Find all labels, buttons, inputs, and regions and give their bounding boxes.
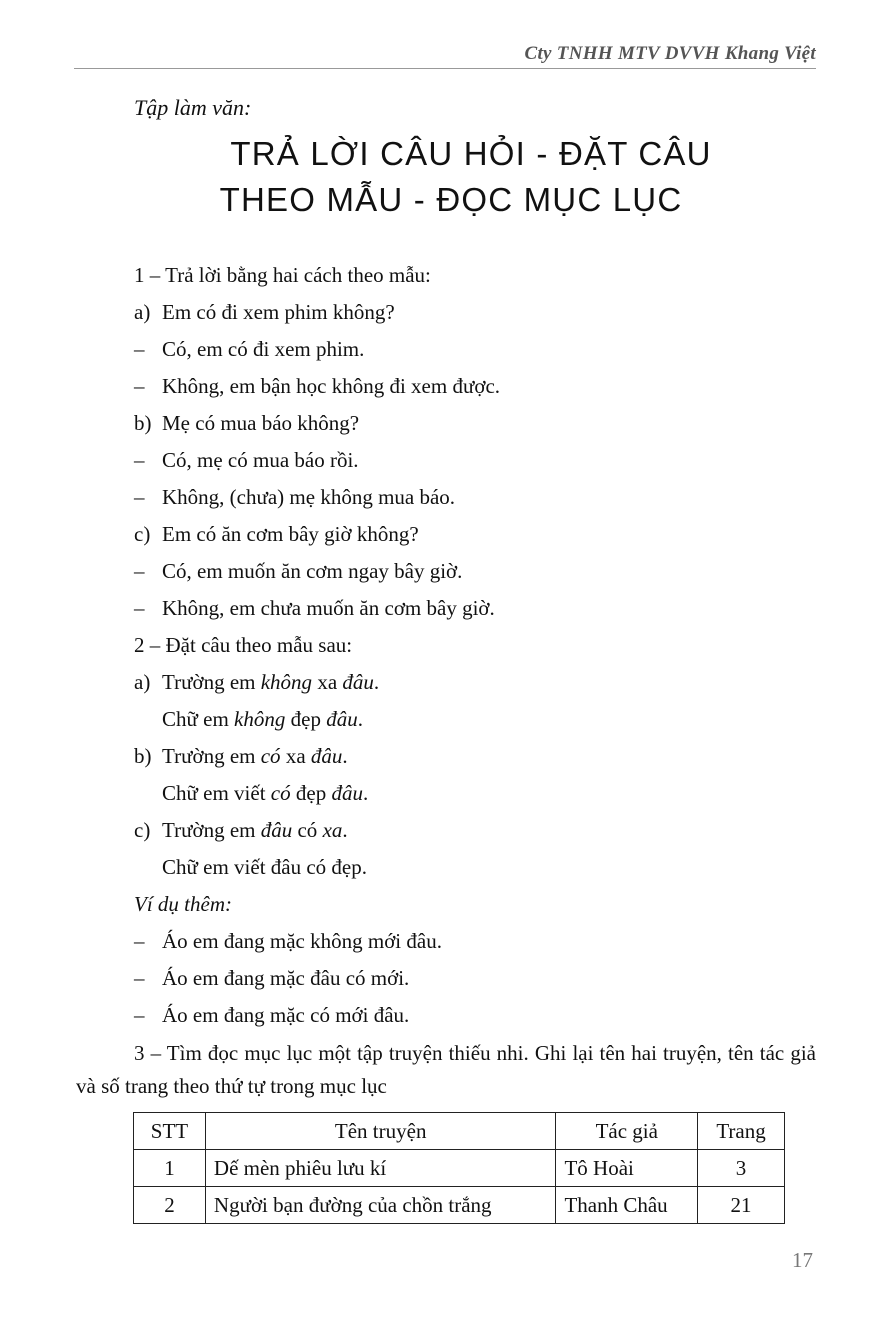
emphasis: có xyxy=(260,744,281,768)
answer-yes xyxy=(134,334,816,371)
table-of-contents-table xyxy=(133,1112,785,1224)
column-header-stt: STT xyxy=(134,1113,206,1150)
question-text: Em có đi xem phim không? xyxy=(162,300,395,324)
sentence-part: . xyxy=(357,707,363,731)
sentence-part: . xyxy=(342,818,348,842)
column-header-story: Tên truyện xyxy=(205,1113,556,1150)
exercise-1-question-a xyxy=(134,297,816,334)
running-header xyxy=(74,40,816,69)
page-title-line-1: TRẢ LỜI CÂU HỎI - ĐẶT CÂU xyxy=(230,135,712,172)
cell-stt: 1 xyxy=(134,1150,206,1187)
sentence-part: xa xyxy=(312,670,343,694)
table-header-row xyxy=(134,1113,785,1150)
dash: – xyxy=(134,448,145,472)
answer-yes xyxy=(134,556,816,593)
answer-no xyxy=(134,593,816,630)
emphasis: xa xyxy=(322,818,343,842)
sentence-part: . xyxy=(362,781,369,805)
emphasis: đâu xyxy=(342,670,374,694)
more-example xyxy=(134,1000,816,1037)
column-header-author: Tác giả xyxy=(556,1113,698,1150)
page-title-line-2: THEO MẪU - ĐỌC MỤC LỤC xyxy=(219,181,683,218)
dash: – xyxy=(134,966,145,990)
exercise-2-item-c xyxy=(134,815,816,852)
sentence-part: . xyxy=(373,670,380,694)
dash: – xyxy=(134,559,145,583)
answer-yes xyxy=(134,445,816,482)
exercise-body xyxy=(134,260,816,1037)
page-number: 17 xyxy=(792,1248,813,1272)
answer-text: Có, em có đi xem phim. xyxy=(162,337,365,361)
cell-story: Dế mèn phiêu lưu kí xyxy=(205,1150,556,1187)
answer-text: Không, (chưa) mẹ không mua báo. xyxy=(162,485,456,509)
sentence-part: Chữ em viết xyxy=(162,781,271,805)
example-text: Áo em đang mặc có mới đâu. xyxy=(162,1003,410,1027)
publisher-name: Cty TNHH MTV DVVH Khang Việt xyxy=(524,43,816,64)
emphasis: không xyxy=(234,707,286,731)
sentence-part: Chữ em xyxy=(162,707,235,731)
sentence-part: . xyxy=(342,744,348,768)
item-marker: a) xyxy=(134,300,151,324)
label-text: Ví dụ thêm: xyxy=(134,892,232,916)
cell-stt: 2 xyxy=(134,1187,206,1224)
item-marker: c) xyxy=(134,522,151,546)
sentence-part: đẹp xyxy=(290,781,332,805)
more-example xyxy=(134,963,816,1000)
column-header-page: Trang xyxy=(698,1113,785,1150)
exercise-1-question-b xyxy=(134,408,816,445)
dash: – xyxy=(134,374,145,398)
exercise-2-item-a xyxy=(134,667,816,704)
answer-text: Có, mẹ có mua báo rồi. xyxy=(162,448,359,472)
item-marker: b) xyxy=(134,411,152,435)
sentence-part: xa xyxy=(280,744,311,768)
question-text: Em có ăn cơm bây giờ không? xyxy=(162,522,419,546)
cell-author: Thanh Châu xyxy=(556,1187,698,1224)
exercise-1-heading: 1 – Trả lời bằng hai cách theo mẫu: xyxy=(134,263,431,287)
sentence-part: Trường em xyxy=(162,744,261,768)
emphasis: đâu xyxy=(310,744,343,768)
item-marker: b) xyxy=(134,744,152,768)
dash: – xyxy=(134,596,145,620)
answer-text: Không, em bận học không đi xem được. xyxy=(162,374,501,398)
cell-author: Tô Hoài xyxy=(556,1150,698,1187)
dash: – xyxy=(134,929,145,953)
cell-page: 21 xyxy=(698,1187,785,1224)
more-examples-label xyxy=(134,889,816,926)
answer-no xyxy=(134,371,816,408)
answer-text: Có, em muốn ăn cơm ngay bây giờ. xyxy=(162,559,463,583)
sentence-part: đẹp xyxy=(285,707,327,731)
exercise-2-item-a-sentence xyxy=(134,704,816,741)
table-row xyxy=(134,1150,785,1187)
dash: – xyxy=(134,337,145,361)
dash: – xyxy=(134,1003,145,1027)
sentence-part: Trường em xyxy=(162,670,261,694)
emphasis: không xyxy=(260,670,313,694)
question-text: Mẹ có mua báo không? xyxy=(162,411,360,435)
exercise-2-item-c-sentence: Chữ em viết đâu có đẹp. xyxy=(162,855,367,879)
answer-no xyxy=(134,482,816,519)
exercise-1-question-c xyxy=(134,519,816,556)
emphasis: đâu xyxy=(331,781,363,805)
more-example xyxy=(134,926,816,963)
answer-text: Không, em chưa muốn ăn cơm bây giờ. xyxy=(162,596,495,620)
emphasis: đâu xyxy=(326,707,358,731)
emphasis: đâu xyxy=(260,818,293,842)
example-text: Áo em đang mặc không mới đâu. xyxy=(162,929,442,953)
dash: – xyxy=(134,485,145,509)
exercise-2-item-b-sentence xyxy=(134,778,816,815)
sentence-part: Trường em xyxy=(162,818,261,842)
table-row xyxy=(134,1187,785,1224)
cell-story: Người bạn đường của chồn trắng xyxy=(205,1187,556,1224)
exercise-2-item-b xyxy=(134,741,816,778)
item-marker: a) xyxy=(134,670,151,694)
emphasis: có xyxy=(270,781,291,805)
example-text: Áo em đang mặc đâu có mới. xyxy=(162,966,410,990)
cell-page: 3 xyxy=(698,1150,785,1187)
item-marker: c) xyxy=(134,818,151,842)
exercise-2-heading: 2 – Đặt câu theo mẫu sau: xyxy=(134,633,353,657)
exercise-3-paragraph: 3 – Tìm đọc mục lục một tập truyện thiếu nhi. Ghi lại tên hai truyện, tên tác giả và số trang theo thứ tự trong mục lục xyxy=(76,1041,816,1098)
sentence-part: có xyxy=(292,818,323,842)
section-label: Tập làm văn: xyxy=(134,95,252,120)
